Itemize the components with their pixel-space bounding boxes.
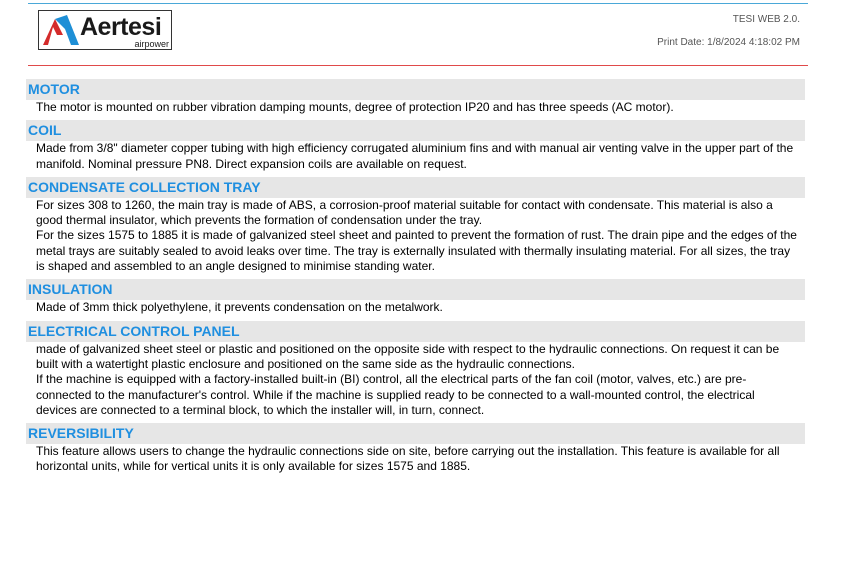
paragraph: For sizes 308 to 1260, the main tray is made of ABS, a corrosion-proof material suitable for contact with condensate. This material is also a good thermal insulator, which prevents the formation of condensation under the tray. <box>36 197 773 228</box>
paragraph: For the sizes 1575 to 1885 it is made of galvanized steel sheet and painted to prevent the formation of rust. The drain pipe and the edges of the metal trays are suitably sealed to avoid leaks over time. The tray is externally insulated with thermally insulating material. For all sizes, the tray is shaped and assembled to an angle designed to minimise standing water. <box>36 228 797 274</box>
section-insulation <box>26 279 805 315</box>
section-reversibility <box>26 423 805 475</box>
section-coil <box>26 120 805 172</box>
logo-mark-icon <box>41 13 81 47</box>
section-heading: MOTOR <box>26 79 805 100</box>
app-version: TESI WEB 2.0. <box>732 14 800 25</box>
logo-tagline: airpower <box>134 39 169 49</box>
document-body <box>26 79 805 480</box>
print-date: Print Date: 1/8/2024 4:18:02 PM <box>657 37 800 48</box>
section-heading: REVERSIBILITY <box>26 423 805 444</box>
section-heading: CONDENSATE COLLECTION TRAY <box>26 177 805 198</box>
logo-wordmark: Aertesi <box>80 13 162 41</box>
company-logo <box>38 10 172 50</box>
section-text <box>26 300 805 315</box>
section-text <box>26 198 805 274</box>
paragraph: This feature allows users to change the hydraulic connections side on site, before carrying out the installation. This feature is available for all horizontal units, while for vertical units it is only available for sizes 1575 and 1885. <box>36 444 780 474</box>
paragraph: made of galvanized sheet steel or plastic and positioned on the opposite side with respect to the hydraulic connections. On request it can be built with a watertight plastic enclosure and positioned on the same side as the hydraulic connections. <box>36 341 780 371</box>
section-heading: INSULATION <box>26 279 805 300</box>
section-text <box>26 342 805 418</box>
paragraph: The motor is mounted on rubber vibration damping mounts, degree of protection IP20 and has three speeds (AC motor). <box>36 100 674 114</box>
paragraph: Made from 3/8" diameter copper tubing with high efficiency corrugated aluminium fins and with manual air venting valve in the upper part of the manifold. Nominal pressure PN8. Direct expansion coils are available on request. <box>36 141 794 171</box>
section-motor <box>26 79 805 115</box>
section-condensate-tray <box>26 177 805 274</box>
section-text <box>26 141 805 172</box>
section-heading: COIL <box>26 120 805 141</box>
section-text <box>26 100 805 115</box>
section-heading: ELECTRICAL CONTROL PANEL <box>26 321 805 342</box>
top-divider <box>28 3 808 4</box>
header-divider <box>28 65 808 66</box>
paragraph: If the machine is equipped with a factory-installed built-in (BI) control, all the electrical parts of the fan coil (motor, valves, etc.) are pre-connected to the manufacturer's control. While if the machine is supplied ready to be connected to a wall-mounted control, the electrical devices are connected to a terminal block, to which the installer will, in turn, connect. <box>36 372 755 417</box>
paragraph: Made of 3mm thick polyethylene, it prevents condensation on the metalwork. <box>36 300 443 315</box>
section-text <box>26 444 805 475</box>
section-electrical-panel <box>26 321 805 418</box>
